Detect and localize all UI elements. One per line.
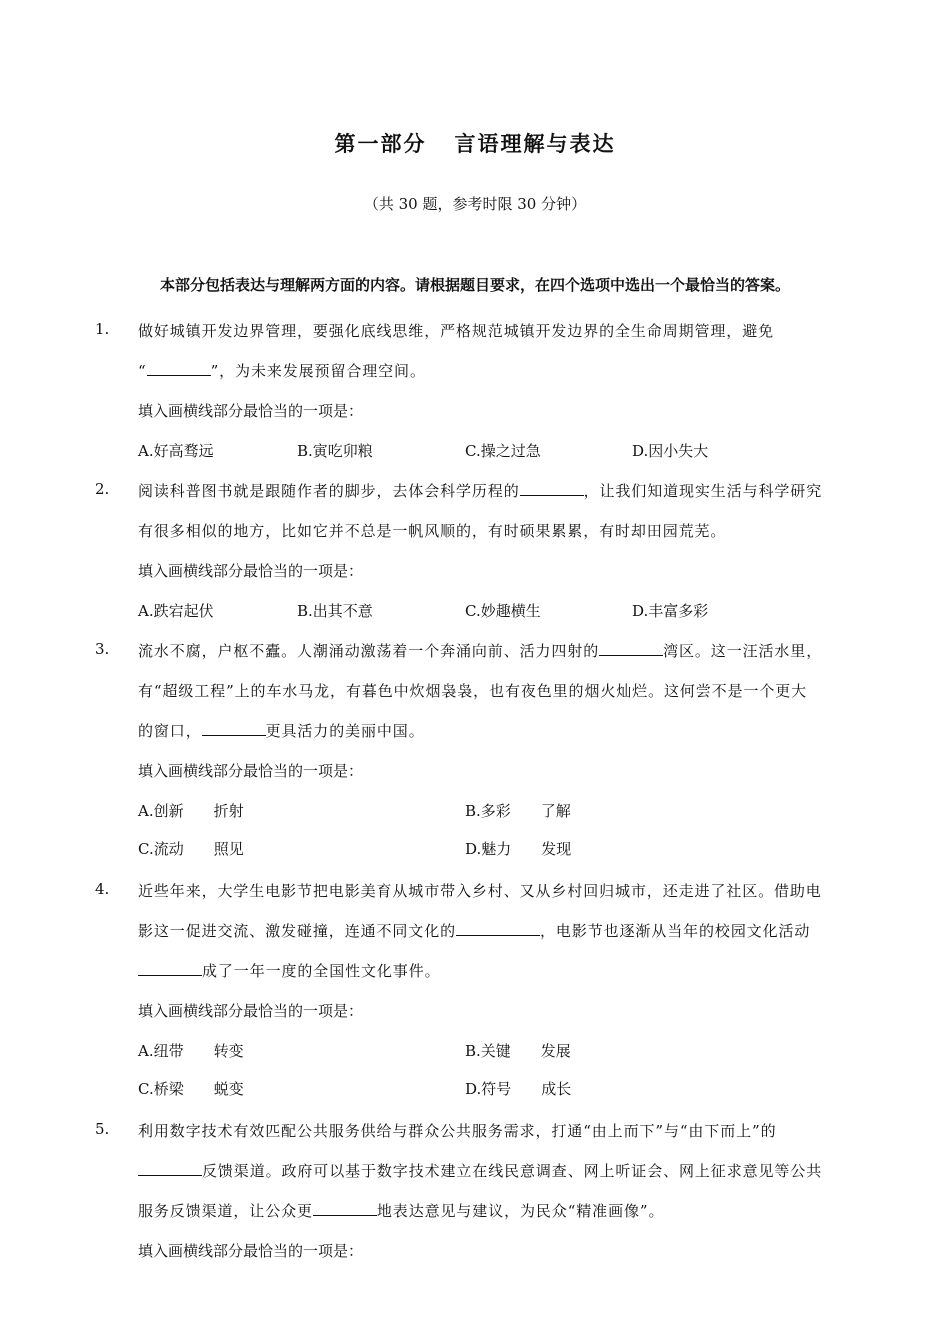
question-text-line: 服务反馈渠道，让公众更 地表达意见与建议，为民众“精准画像”。 [138,1202,665,1220]
question-text-line: “ ”，为未来发展预留合理空间。 [138,362,426,380]
answer-blank [138,961,202,976]
question-prompt: 填入画横线部分最恰当的一项是： [138,1002,364,1020]
option-b[interactable]: B.多彩 了解 [465,802,571,820]
option-d[interactable]: D.丰富多彩 [632,602,709,620]
question-number: 2. [95,480,110,498]
option-c[interactable]: C.桥梁 蜕变 [138,1080,244,1098]
option-b[interactable]: B.寅吃卯粮 [297,442,373,460]
question-prompt: 填入画横线部分最恰当的一项是： [138,402,364,420]
question-number: 1. [95,320,110,338]
section-title-name: 言语理解与表达 [454,132,616,156]
question-text-line: 做好城镇开发边界管理，要强化底线思维，严格规范城镇开发边界的全生命周期管理，避免 [138,322,775,340]
question-text-line: 反馈渠道。政府可以基于数字技术建立在线民意调查、网上听证会、网上征求意见等公共 [138,1160,856,1181]
question-text-line: 流水不腐，户枢不蠹。人潮涌动激荡着一个奔涌向前、活力四射的 湾区。这一汪活水里， [138,642,823,660]
option-a[interactable]: A.跌宕起伏 [138,602,214,620]
option-d[interactable]: D.因小失大 [632,442,709,460]
section-subtitle: （共 30 题，参考时限 30 分钟） [363,195,587,213]
option-a[interactable]: A.好高骛远 [138,442,214,460]
option-d[interactable]: D.符号 成长 [465,1080,572,1098]
answer-blank [138,1161,202,1176]
answer-blank [313,1201,377,1216]
option-d[interactable]: D.魅力 发现 [465,840,572,858]
answer-blank [520,481,584,496]
option-c[interactable]: C.流动 照见 [138,840,244,858]
option-a[interactable]: A.创新 折射 [138,802,244,820]
question-number: 3. [95,640,110,658]
section-instructions: 本部分包括表达与理解两方面的内容。请根据题目要求，在四个选项中选出一个最恰当的答案。 [159,276,790,294]
option-c[interactable]: C.妙趣横生 [465,602,541,620]
question-text-line: 阅读科普图书就是跟随作者的脚步，去体会科学历程的 ，让我们知道现实生活与科学研究 [138,482,823,500]
section-title-part: 第一部分 [334,132,427,156]
answer-blank [599,641,663,656]
option-b[interactable]: B.关键 发展 [465,1042,571,1060]
question-number: 5. [95,1120,110,1138]
question-prompt: 填入画横线部分最恰当的一项是： [138,762,364,780]
question-text-line: 成了一年一度的全国性文化事件。 [138,960,856,981]
question-text-line: 的窗口， 更具活力的美丽中国。 [138,722,425,740]
section-title [0,128,950,158]
question-text-line: 有“超级工程”上的车水马龙，有暮色中炊烟袅袅，也有夜色里的烟火灿烂。这何尝不是一个更大 [138,682,808,700]
question-text-line: 有很多相似的地方，比如它并不总是一帆风顺的，有时硕果累累，有时却田园荒芜。 [138,522,727,540]
question-number: 4. [95,880,110,898]
question-text-line: 影这一促进交流、激发碰撞，连通不同文化的 ，电影节也逐渐从当年的校园文化活动 [138,922,811,940]
option-b[interactable]: B.出其不意 [297,602,373,620]
answer-blank [202,721,266,736]
answer-blank [147,361,211,376]
question-text-line: 利用数字技术有效匹配公共服务供给与群众公共服务需求，打通“由上而下”与“由下而上”的 [138,1122,777,1140]
option-a[interactable]: A.纽带 转变 [138,1042,244,1060]
answer-blank [456,921,540,936]
question-prompt: 填入画横线部分最恰当的一项是： [138,562,364,580]
question-prompt: 填入画横线部分最恰当的一项是： [138,1242,364,1260]
question-text-line: 近些年来，大学生电影节把电影美育从城市带入乡村、又从乡村回归城市，还走进了社区。借助电 [138,882,822,900]
option-c[interactable]: C.操之过急 [465,442,541,460]
